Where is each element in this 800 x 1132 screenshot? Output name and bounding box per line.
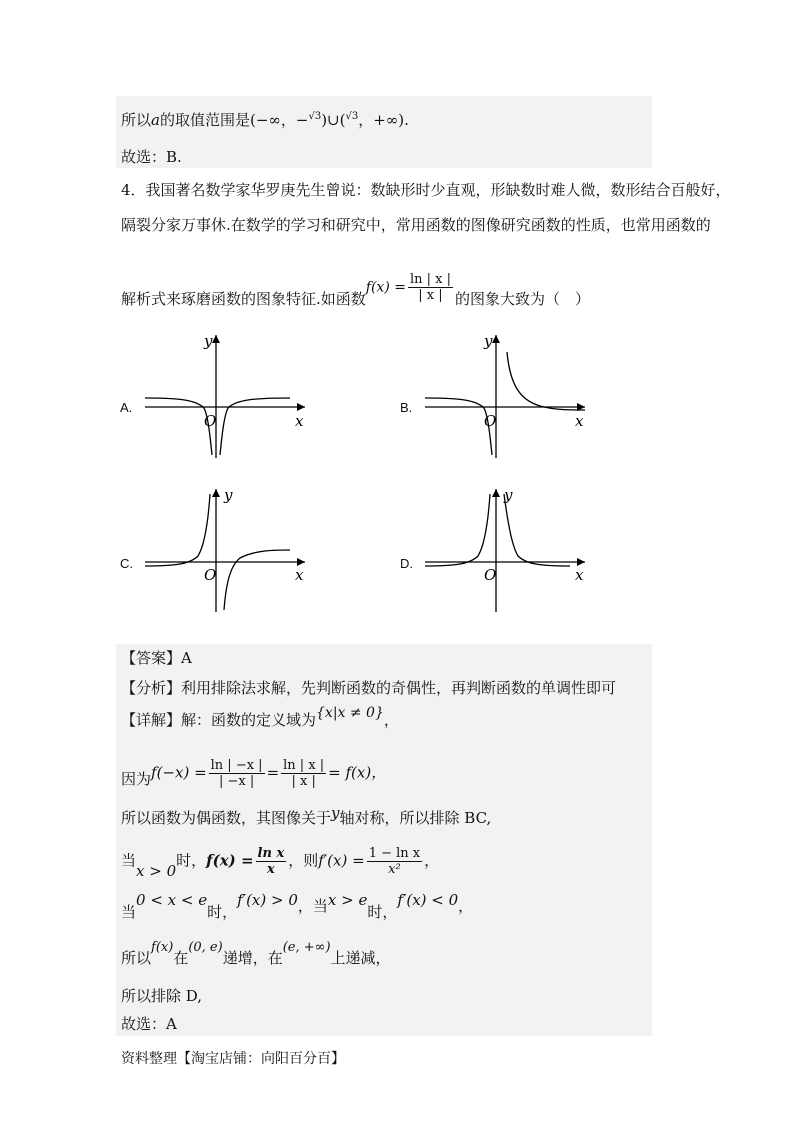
option-b-label: B. — [400, 400, 413, 415]
y-axis-label: y — [484, 332, 493, 350]
option-a-label: A. — [120, 400, 133, 415]
y-axis-label: y — [504, 486, 513, 504]
answer-line: 【答案】A — [121, 649, 192, 667]
derivative-line: 当x > 0时，f(x) = $\frac{\text{ln x}}{x}$ ，则f′(x) = $\frac{\text{1 − ln x}}{\text{x²}}$ ， — [121, 846, 440, 880]
origin-label: O — [204, 566, 217, 584]
x-axis-label: x — [295, 566, 304, 584]
x-axis-label: x — [575, 412, 584, 430]
option-d-label: D. — [400, 556, 413, 571]
symmetry-line: 所以函数为偶函数，其图像关于y轴对称，所以排除 BC, — [121, 804, 492, 827]
graph-option-a — [140, 330, 310, 460]
y-axis-label: y — [204, 332, 213, 350]
final-choice: 故选：A — [121, 1015, 177, 1033]
monotonic-result-line: 所以f(x)在(0, e)递增，在(e, +∞)上递减， — [121, 940, 391, 967]
prev-range-line: 所以a的取值范围是(−∞，−$^{√3}$)∪($^{√3}$，+∞). — [121, 111, 409, 129]
question-line-1: 4．我国著名数学家华罗庚先生曾说：数缺形时少直观，形缺数时难人微，数形结合百般好， — [121, 181, 731, 199]
even-line: 因为f(−x) = $\frac{\ln | -x |}{| -x |}$ = $\frac{\ln | x |}{| x |}$ = f(x)， — [121, 758, 387, 789]
origin-label: O — [484, 566, 497, 584]
monotonic-cond-line: 当0 < x < e时，f′(x) > 0，当x > e时，f′(x) < 0， — [121, 891, 474, 921]
footer: 资料整理【淘宝店铺：向阳百分百】 — [121, 1051, 345, 1067]
solution-box — [116, 644, 652, 1036]
x-axis-label: x — [575, 566, 584, 584]
y-axis-label: y — [224, 486, 233, 504]
question-line-2: 隔裂分家万事休.在数学的学习和研究中，常用函数的图像研究函数的性质，也常用函数的 — [121, 216, 711, 234]
origin-label: O — [204, 412, 217, 430]
origin-label: O — [484, 412, 497, 430]
x-axis-label: x — [295, 412, 304, 430]
func-fraction: $\frac{\ln | x |}{| x |}$ — [409, 272, 451, 303]
graph-option-d — [420, 484, 590, 614]
graph-option-b — [420, 330, 590, 460]
graph-option-c — [140, 484, 310, 614]
analysis-line: 【分析】利用排除法求解，先判断函数的奇偶性，再判断函数的单调性即可 — [121, 679, 617, 697]
exclude-d-line: 所以排除 D, — [121, 987, 203, 1005]
detail-line: 【详解】解：函数的定义域为{x|x ≠ 0}， — [121, 705, 399, 729]
prev-choice: 故选：B. — [121, 148, 182, 166]
question-line-3: 解析式来琢磨函数的图象特征.如函数f(x) = $\frac{\ln | x |}{| x |}$ 的图象大致为（ ） — [121, 272, 591, 308]
option-c-label: C. — [120, 556, 133, 571]
